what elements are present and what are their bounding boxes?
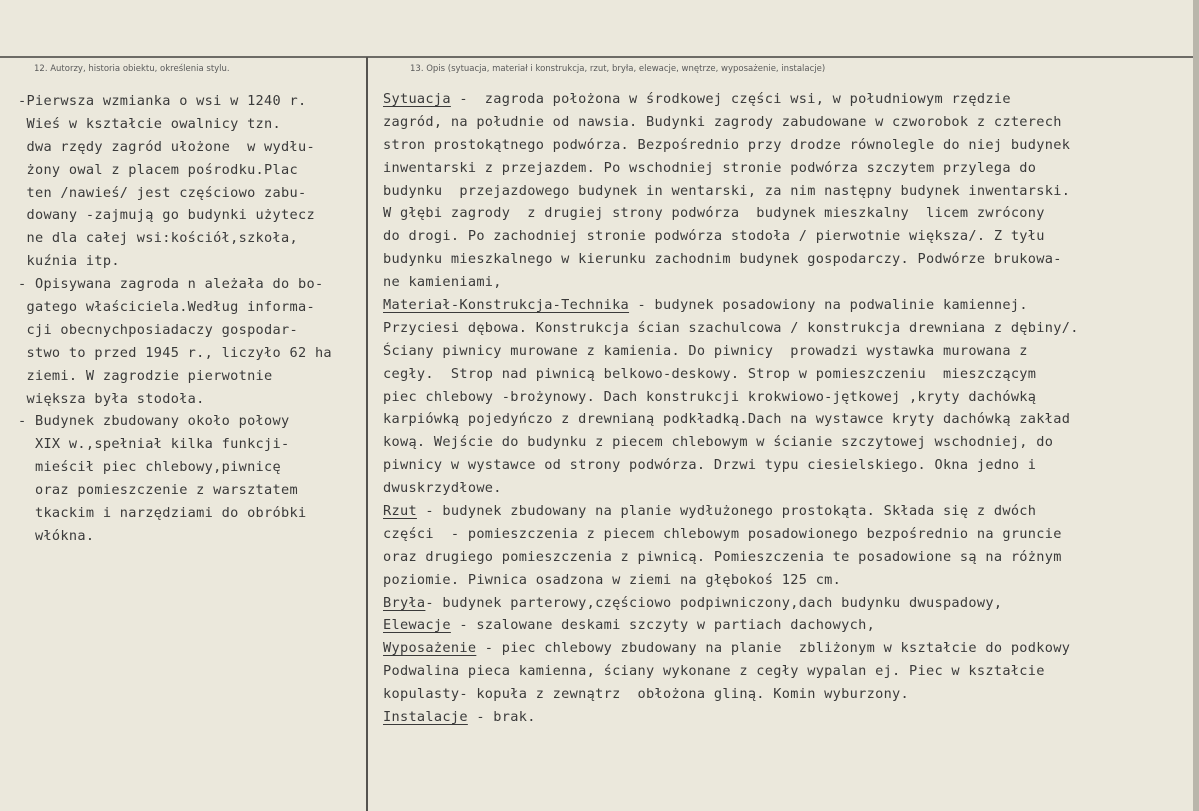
left-column-text — [18, 90, 332, 548]
right-text-line — [383, 294, 1079, 317]
left-text-line: ne dla całej wsi:kościół,szkoła, — [18, 230, 298, 247]
right-text-line — [383, 500, 1079, 523]
right-text-line — [383, 386, 1079, 409]
right-text-line — [383, 523, 1079, 546]
section-text: cegły. Strop nad piwnicą belkowo-deskowy. Strop w pomieszczeniu mieszczącym — [383, 365, 1037, 382]
section-heading: Wyposażenie — [383, 640, 477, 657]
section-text: poziomie. Piwnica osadzona w ziemi na głębokoś 125 cm. — [383, 571, 842, 588]
left-text-line: XIX w.,spełniał kilka funkcji- — [18, 436, 290, 453]
section-heading: Instalacje — [383, 709, 468, 726]
left-text-line: mieścił piec chlebowy,piwnicę — [18, 459, 282, 476]
right-text-line — [383, 683, 1079, 706]
right-text-line — [383, 614, 1079, 637]
section-text: Przyciesi dębowa. Konstrukcja ścian szachulcowa / konstrukcja drewniana z dębiny/. — [383, 319, 1079, 336]
section-text: dwuskrzydłowe. — [383, 480, 502, 497]
section-text: W głębi zagrody z drugiej strony podwórza budynek mieszkalny licem zwrócony — [383, 205, 1045, 222]
section-text: Ściany piwnicy murowane z kamienia. Do piwnicy prowadzi wystawka murowana z — [383, 342, 1028, 359]
left-text-line: żony owal z placem pośrodku.Plac — [18, 161, 298, 178]
left-text-line: większa była stodoła. — [18, 390, 205, 407]
left-text-line: kuźnia itp. — [18, 253, 120, 270]
section-heading: Rzut — [383, 503, 417, 520]
section-text: piec chlebowy -brożynowy. Dach konstrukcji krokwiowo-jętkowej ,kryty dachówką — [383, 388, 1037, 405]
left-text-line: tkackim i narzędziami do obróbki — [18, 505, 307, 522]
section-heading: Bryła — [383, 594, 426, 611]
section-text: zagród, na południe od nawsia. Budynki zagrody zabudowane w czworobok z czterech — [383, 113, 1062, 130]
left-text-line: Wieś w kształcie owalnicy tzn. — [18, 115, 282, 132]
right-text-line — [383, 408, 1079, 431]
left-text-line: gatego właściciela.Według informa- — [18, 299, 315, 316]
right-text-line — [383, 202, 1079, 225]
left-column-header: 12. Autorzy, historia obiektu, określenia stylu. — [34, 64, 230, 74]
right-column-text — [383, 88, 1079, 729]
right-text-line — [383, 111, 1079, 134]
left-text-line: ziemi. W zagrodzie pierwotnie — [18, 367, 273, 384]
section-text: części - pomieszczenia z piecem chlebowym posadowionego bezpośrednio na gruncie — [383, 525, 1062, 542]
left-text-line: -Pierwsza wzmianka o wsi w 1240 r. — [18, 93, 307, 109]
right-text-line — [383, 317, 1079, 340]
right-text-line — [383, 88, 1079, 111]
section-text: kową. Wejście do budynku z piecem chlebowym w ścianie szczytowej wschodniej, do — [383, 434, 1054, 451]
section-text: do drogi. Po zachodniej stronie podwórza stodoła / pierwotnie większa/. Z tyłu — [383, 228, 1045, 245]
section-text: inwentarski z przejazdem. Po wschodniej stronie podwórza szczytem przylega do — [383, 159, 1037, 176]
header-divider — [0, 56, 1199, 58]
right-text-line — [383, 134, 1079, 157]
section-text: Podwalina pieca kamienna, ściany wykonane z cegły wypalan ej. Piec w kształcie — [383, 663, 1045, 680]
left-text-line: włókna. — [18, 527, 95, 544]
section-text: - budynek zbudowany na planie wydłużonego prostokąta. Składa się z dwóch — [416, 503, 1037, 520]
right-text-line — [383, 157, 1079, 180]
section-text: - brak. — [467, 709, 536, 726]
section-text: karpiówką pojedyńczo z drewnianą podkładką.Dach na wystawce kryty dachówką zakład — [383, 411, 1071, 428]
section-text: - zagroda położona w środkowej części wsi, w południowym rzędzie — [450, 91, 1011, 107]
section-text: stron prostokątnego podwórza. Bezpośrednio przy drodze równolegle do niej budynek — [383, 136, 1071, 153]
right-text-line — [383, 225, 1079, 248]
column-divider — [366, 57, 368, 811]
left-text-line: dowany -zajmują go budynki użytecz — [18, 207, 315, 224]
section-text: - budynek posadowiony na podwalinie kamiennej. — [629, 297, 1028, 314]
right-text-line — [383, 637, 1079, 660]
right-text-line — [383, 592, 1079, 615]
section-heading: Sytuacja — [383, 91, 451, 107]
right-text-line — [383, 363, 1079, 386]
left-text-line: - Opisywana zagroda n ależała do bo- — [18, 276, 324, 293]
right-column-header: 13. Opis (sytuacja, materiał i konstrukcja, rzut, bryła, elewacje, wnętrze, wyposażenie, instalacje) — [410, 64, 826, 74]
right-text-line — [383, 454, 1079, 477]
section-text: budynku przejazdowego budynek in wentarski, za nim następny budynek inwentarski. — [383, 182, 1071, 199]
right-text-line — [383, 248, 1079, 271]
section-text: ne kamieniami, — [383, 274, 502, 291]
section-text: oraz drugiego pomieszczenia z piwnicą. Pomieszczenia te posadowione są na różnym — [383, 548, 1062, 565]
left-text-line: stwo to przed 1945 r., liczyło 62 ha — [18, 344, 332, 361]
right-text-line — [383, 706, 1079, 729]
section-text: budynku mieszkalnego w kierunku zachodnim budynek gospodarczy. Podwórze brukowa- — [383, 251, 1062, 268]
section-text: - szalowane deskami szczyty w partiach dachowych, — [450, 617, 876, 634]
right-text-line — [383, 569, 1079, 592]
left-text-line: cji obecnychposiadaczy gospodar- — [18, 321, 298, 338]
right-text-line — [383, 340, 1079, 363]
right-text-line — [383, 660, 1079, 683]
left-text-line: oraz pomieszczenie z warsztatem — [18, 482, 298, 499]
right-text-line — [383, 180, 1079, 203]
section-text: piwnicy w wystawce od strony podwórza. Drzwi typu ciesielskiego. Okna jedno i — [383, 457, 1037, 474]
section-text: kopulasty- kopuła z zewnątrz obłożona gliną. Komin wyburzony. — [383, 686, 910, 703]
right-text-line — [383, 431, 1079, 454]
right-text-line — [383, 477, 1079, 500]
left-text-line: dwa rzędy zagród ułożone w wydłu- — [18, 138, 315, 155]
page-edge — [1193, 0, 1199, 811]
left-text-line: ten /nawieś/ jest częściowo zabu- — [18, 184, 307, 201]
right-text-line — [383, 271, 1079, 294]
left-text-line: - Budynek zbudowany około połowy — [18, 413, 290, 430]
section-text: - piec chlebowy zbudowany na planie zbliżonym w kształcie do podkowy — [476, 640, 1071, 657]
section-text: - budynek parterowy,częściowo podpiwniczony,dach budynku dwuspadowy, — [425, 594, 1003, 611]
section-heading: Elewacje — [383, 617, 451, 634]
right-text-line — [383, 546, 1079, 569]
section-heading: Materiał-Konstrukcja-Technika — [383, 297, 630, 314]
